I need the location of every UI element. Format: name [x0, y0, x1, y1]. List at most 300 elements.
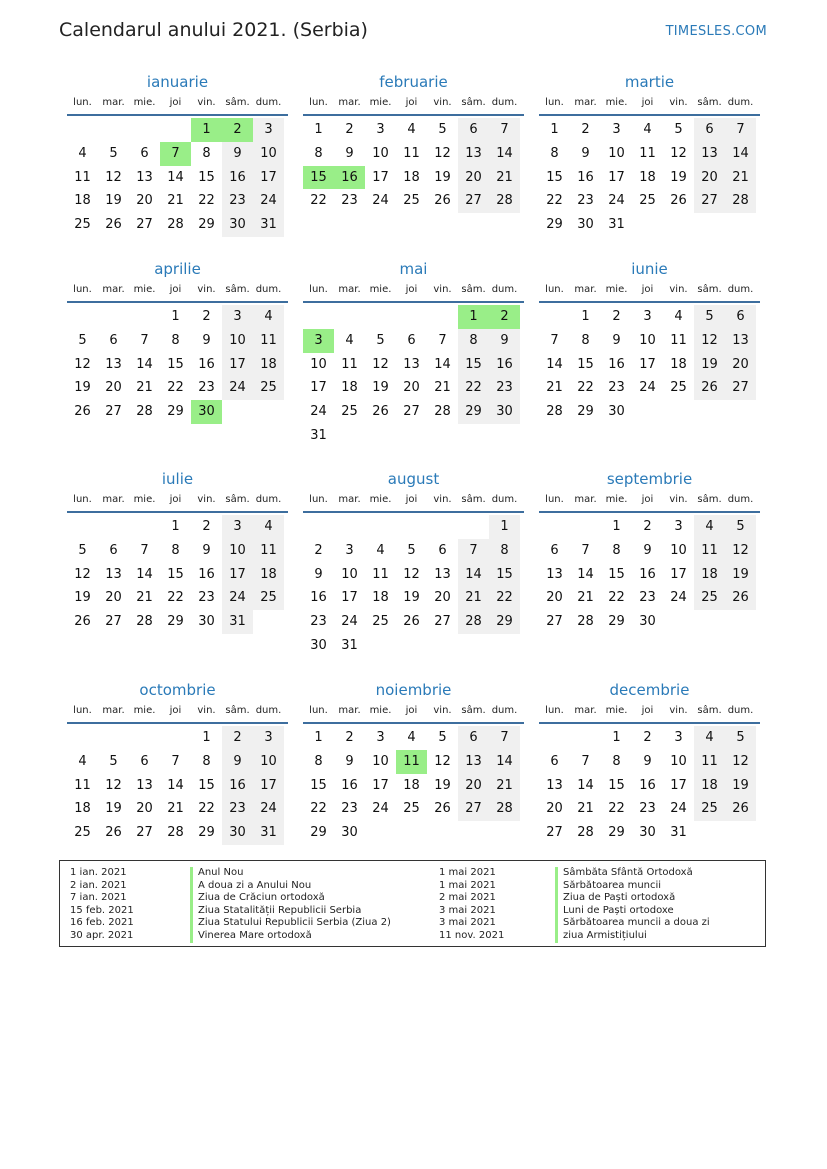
day-cell: 18 [670, 356, 687, 372]
legend-right-names [563, 867, 710, 943]
day-cell: 3 [643, 309, 652, 324]
day-cell: 16 [577, 169, 594, 185]
weekday-label: lun. [73, 705, 92, 716]
day-cell: 7 [140, 332, 149, 348]
day-cell: 12 [74, 356, 91, 372]
day-cell: 16 [489, 353, 520, 377]
weekday-label: joi [641, 97, 654, 108]
weekday-label: lun. [545, 494, 564, 505]
day-empty [458, 424, 489, 448]
day-cell: 30 [222, 213, 253, 237]
day-cell: 21 [167, 193, 184, 209]
day-empty [129, 515, 160, 539]
day-cell: 25 [253, 376, 284, 400]
day-cell: 8 [489, 539, 520, 563]
day-cell: 16 [639, 777, 656, 793]
day-cell: 31 [222, 610, 253, 634]
weekday-label: lun. [73, 97, 92, 108]
month-octombrie [67, 680, 288, 845]
month-august [303, 469, 524, 658]
day-cell: 23 [198, 590, 215, 606]
day-cell: 15 [198, 777, 215, 793]
day-cell: 3 [303, 329, 334, 353]
day-cell: 22 [198, 193, 215, 209]
weekday-header [303, 489, 524, 513]
day-empty [570, 726, 601, 750]
day-cell: 25 [253, 586, 284, 610]
weekday-label: joi [169, 97, 182, 108]
day-cell: 23 [608, 380, 625, 396]
day-empty [570, 515, 601, 539]
legend-name: Anul Nou [198, 867, 244, 878]
week-row [67, 400, 288, 424]
day-cell: 18 [341, 380, 358, 396]
week-row [67, 821, 288, 845]
day-cell: 2 [202, 309, 211, 324]
day-cell: 2 [222, 726, 253, 750]
weekday-label: mar. [102, 705, 125, 716]
day-cell: 19 [434, 777, 451, 793]
day-cell: 14 [546, 356, 563, 372]
day-cell: 13 [458, 750, 489, 774]
month-iulie [67, 469, 288, 634]
day-cell: 23 [198, 380, 215, 396]
day-cell: 5 [725, 726, 756, 750]
legend-date: 1 mai 2021 [439, 867, 496, 878]
weekday-label: joi [405, 494, 418, 505]
weekday-header [539, 92, 760, 116]
day-cell: 18 [253, 563, 284, 587]
day-cell: 7 [489, 726, 520, 750]
day-empty [98, 515, 129, 539]
day-cell: 27 [694, 189, 725, 213]
day-cell: 4 [345, 332, 354, 348]
day-empty [365, 634, 396, 658]
site-link[interactable]: TIMESLES.COM [665, 24, 767, 39]
weekday-label: mie. [133, 705, 156, 716]
legend-date: 3 mai 2021 [439, 904, 496, 916]
day-empty [694, 213, 725, 237]
month-name: iulie [161, 470, 194, 488]
day-cell: 30 [310, 637, 327, 653]
day-cell: 22 [577, 380, 594, 396]
day-cell: 24 [670, 801, 687, 817]
day-cell: 9 [345, 145, 354, 161]
day-cell: 8 [171, 332, 180, 348]
day-cell: 31 [253, 821, 284, 845]
day-cell: 15 [489, 563, 520, 587]
day-cell: 15 [577, 356, 594, 372]
day-empty [334, 305, 365, 329]
day-cell: 24 [222, 586, 253, 610]
day-cell: 21 [458, 586, 489, 610]
day-cell: 23 [341, 193, 358, 209]
day-cell: 30 [191, 400, 222, 424]
day-cell: 4 [78, 145, 87, 161]
day-empty [663, 400, 694, 424]
week-row [303, 797, 524, 821]
day-cell: 27 [458, 189, 489, 213]
day-cell: 16 [222, 774, 253, 798]
day-cell: 5 [674, 122, 683, 137]
legend-name: Luni de Paști ortodoxe [563, 904, 674, 916]
legend-name: Ziua Statului Republicii Serbia (Ziua 2) [198, 917, 391, 929]
day-cell: 12 [105, 777, 122, 793]
day-cell: 24 [222, 376, 253, 400]
day-cell: 17 [372, 169, 389, 185]
day-cell: 16 [639, 566, 656, 582]
day-cell: 2 [222, 118, 253, 142]
day-cell: 31 [341, 637, 358, 653]
day-cell: 20 [105, 590, 122, 606]
weekday-label: sâm. [697, 494, 722, 505]
day-cell: 17 [670, 777, 687, 793]
day-cell: 21 [546, 380, 563, 396]
day-cell: 11 [639, 145, 656, 161]
weekday-label: sâm. [697, 705, 722, 716]
day-empty [632, 400, 663, 424]
day-cell: 2 [314, 542, 323, 558]
weekday-label: sâm. [461, 97, 486, 108]
day-cell: 30 [341, 825, 358, 841]
day-cell: 9 [489, 329, 520, 353]
legend-date: 16 feb. 2021 [70, 917, 134, 929]
day-cell: 10 [310, 356, 327, 372]
weekday-label: lun. [309, 284, 328, 295]
day-cell: 24 [253, 797, 284, 821]
day-empty [489, 634, 520, 658]
day-empty [458, 821, 489, 845]
day-cell: 5 [407, 542, 416, 558]
day-cell: 26 [372, 404, 389, 420]
day-cell: 12 [670, 145, 687, 161]
day-cell: 22 [198, 801, 215, 817]
day-cell: 2 [345, 122, 354, 137]
day-cell: 15 [310, 777, 327, 793]
day-cell: 26 [434, 193, 451, 209]
week-row [539, 376, 760, 400]
day-cell: 12 [725, 539, 756, 563]
day-cell: 16 [334, 166, 365, 190]
weekday-label: sâm. [461, 284, 486, 295]
day-cell: 25 [670, 380, 687, 396]
week-row [303, 586, 524, 610]
day-empty [427, 305, 458, 329]
day-cell: 28 [434, 404, 451, 420]
weekday-header [303, 92, 524, 116]
day-cell: 21 [489, 774, 520, 798]
day-cell: 6 [140, 753, 149, 769]
day-cell: 28 [136, 614, 153, 630]
day-cell: 14 [167, 777, 184, 793]
weekday-header [303, 700, 524, 724]
weekday-label: mie. [133, 97, 156, 108]
day-cell: 17 [372, 777, 389, 793]
week-row [67, 563, 288, 587]
day-cell: 8 [202, 753, 211, 769]
day-cell: 1 [202, 730, 211, 745]
day-cell: 14 [577, 566, 594, 582]
day-empty [725, 400, 756, 424]
day-cell: 11 [253, 329, 284, 353]
day-cell: 29 [608, 614, 625, 630]
day-cell: 28 [489, 189, 520, 213]
day-cell: 17 [310, 380, 327, 396]
day-empty [539, 515, 570, 539]
day-cell: 2 [612, 309, 621, 324]
day-cell: 28 [167, 217, 184, 233]
day-cell: 26 [694, 376, 725, 400]
day-cell: 29 [198, 217, 215, 233]
day-cell: 18 [74, 193, 91, 209]
weekday-header [67, 279, 288, 303]
day-empty [365, 515, 396, 539]
day-cell: 16 [341, 777, 358, 793]
day-cell: 9 [612, 332, 621, 348]
day-cell: 4 [643, 122, 652, 137]
day-cell: 11 [341, 356, 358, 372]
week-row [67, 515, 288, 539]
day-cell: 6 [109, 542, 118, 558]
weekday-label: joi [641, 284, 654, 295]
day-cell: 11 [694, 539, 725, 563]
day-cell: 14 [489, 142, 520, 166]
month-decembrie [539, 680, 760, 845]
day-cell: 17 [670, 566, 687, 582]
day-cell: 13 [458, 142, 489, 166]
day-empty [222, 400, 253, 424]
weekday-label: sâm. [225, 494, 250, 505]
day-cell: 26 [74, 404, 91, 420]
day-cell: 2 [202, 519, 211, 534]
day-cell: 20 [725, 353, 756, 377]
day-cell: 6 [140, 145, 149, 161]
day-cell: 9 [643, 753, 652, 769]
week-row [303, 376, 524, 400]
day-cell: 23 [310, 614, 327, 630]
day-cell: 17 [222, 563, 253, 587]
day-cell: 6 [109, 332, 118, 348]
week-row [539, 797, 760, 821]
weekday-label: mie. [133, 494, 156, 505]
day-empty [427, 821, 458, 845]
week-row [303, 539, 524, 563]
month-name: februarie [379, 73, 448, 91]
month-aprilie [67, 259, 288, 424]
day-cell: 23 [639, 590, 656, 606]
day-cell: 1 [581, 309, 590, 324]
weekday-label: vin. [433, 494, 452, 505]
day-cell: 9 [202, 332, 211, 348]
weekday-label: joi [169, 284, 182, 295]
day-cell: 22 [608, 590, 625, 606]
weekday-label: mar. [574, 494, 597, 505]
day-cell: 25 [694, 586, 725, 610]
day-cell: 4 [253, 515, 284, 539]
legend-name: Sărbătoarea muncii [563, 879, 662, 891]
weekday-label: dum. [255, 97, 282, 108]
day-cell: 25 [403, 193, 420, 209]
day-cell: 8 [202, 145, 211, 161]
day-cell: 27 [434, 614, 451, 630]
day-cell: 10 [253, 142, 284, 166]
day-empty [694, 610, 725, 634]
day-cell: 10 [253, 750, 284, 774]
day-cell: 8 [612, 542, 621, 558]
day-cell: 23 [639, 801, 656, 817]
month-name: martie [624, 73, 675, 91]
legend-right-marker [555, 867, 558, 943]
day-cell: 1 [314, 122, 323, 137]
day-cell: 18 [403, 777, 420, 793]
week-row [303, 563, 524, 587]
day-cell: 3 [253, 118, 284, 142]
day-cell: 8 [314, 753, 323, 769]
week-row [67, 586, 288, 610]
week-row [67, 610, 288, 634]
day-empty [396, 424, 427, 448]
day-cell: 23 [222, 189, 253, 213]
day-cell: 14 [577, 777, 594, 793]
weekday-label: vin. [433, 705, 452, 716]
week-row [303, 774, 524, 798]
day-cell: 13 [403, 356, 420, 372]
day-cell: 23 [222, 797, 253, 821]
day-cell: 20 [546, 801, 563, 817]
day-cell: 1 [550, 122, 559, 137]
day-cell: 1 [191, 118, 222, 142]
weekday-label: joi [641, 494, 654, 505]
day-cell: 9 [581, 145, 590, 161]
week-row [67, 213, 288, 237]
week-row [539, 586, 760, 610]
day-cell: 11 [74, 777, 91, 793]
legend-date: 2 ian. 2021 [70, 879, 127, 891]
weekday-label: joi [405, 284, 418, 295]
week-row [303, 353, 524, 377]
day-cell: 14 [458, 563, 489, 587]
weekday-label: mie. [605, 494, 628, 505]
day-cell: 20 [458, 166, 489, 190]
legend-right-dates [439, 867, 504, 943]
month-name: octombrie [139, 681, 216, 699]
day-cell: 1 [458, 305, 489, 329]
day-cell: 22 [608, 801, 625, 817]
day-cell: 1 [314, 730, 323, 745]
day-cell: 30 [639, 825, 656, 841]
day-cell: 24 [608, 193, 625, 209]
day-cell: 15 [546, 169, 563, 185]
day-cell: 1 [171, 519, 180, 534]
day-cell: 5 [438, 122, 447, 137]
month-septembrie [539, 469, 760, 634]
month-martie [539, 72, 760, 237]
day-cell: 21 [136, 380, 153, 396]
weekday-label: vin. [197, 97, 216, 108]
weekday-header [67, 700, 288, 724]
day-empty [303, 305, 334, 329]
day-cell: 8 [581, 332, 590, 348]
day-empty [334, 424, 365, 448]
day-cell: 30 [577, 217, 594, 233]
weekday-label: dum. [727, 494, 754, 505]
weekday-label: joi [405, 705, 418, 716]
day-empty [663, 610, 694, 634]
day-cell: 21 [577, 590, 594, 606]
day-cell: 19 [74, 590, 91, 606]
day-cell: 27 [546, 825, 563, 841]
day-cell: 2 [643, 519, 652, 534]
day-empty [489, 821, 520, 845]
month-name: aprilie [154, 260, 201, 278]
day-cell: 20 [458, 774, 489, 798]
day-cell: 21 [725, 166, 756, 190]
day-cell: 14 [434, 356, 451, 372]
day-empty [427, 424, 458, 448]
day-cell: 24 [639, 380, 656, 396]
day-cell: 24 [310, 404, 327, 420]
day-cell: 12 [725, 750, 756, 774]
weekday-label: lun. [73, 494, 92, 505]
day-empty [67, 726, 98, 750]
weekday-label: mar. [102, 494, 125, 505]
day-empty [396, 821, 427, 845]
day-cell: 12 [74, 566, 91, 582]
day-cell: 3 [222, 305, 253, 329]
weekday-label: lun. [545, 284, 564, 295]
month-ianuarie [67, 72, 288, 237]
week-row [67, 189, 288, 213]
weekday-label: vin. [433, 284, 452, 295]
day-cell: 15 [167, 356, 184, 372]
weekday-label: dum. [491, 97, 518, 108]
day-cell: 5 [376, 332, 385, 348]
day-empty [725, 610, 756, 634]
day-cell: 14 [489, 750, 520, 774]
day-cell: 7 [581, 753, 590, 769]
day-cell: 4 [407, 730, 416, 745]
day-cell: 20 [546, 590, 563, 606]
day-cell: 18 [74, 801, 91, 817]
weekday-label: lun. [309, 494, 328, 505]
day-empty [694, 821, 725, 845]
day-empty [303, 515, 334, 539]
day-cell: 28 [725, 189, 756, 213]
day-cell: 10 [372, 145, 389, 161]
week-row [539, 142, 760, 166]
weekday-header [67, 489, 288, 513]
day-cell: 27 [403, 404, 420, 420]
day-cell: 8 [171, 542, 180, 558]
day-cell: 20 [105, 380, 122, 396]
legend-date: 3 mai 2021 [439, 917, 496, 929]
day-cell: 17 [253, 166, 284, 190]
day-empty [365, 424, 396, 448]
day-cell: 19 [105, 193, 122, 209]
weekday-label: mie. [369, 97, 392, 108]
day-cell: 24 [670, 590, 687, 606]
day-cell: 3 [376, 730, 385, 745]
legend-name: Sărbătoarea muncii a doua zi [563, 917, 710, 929]
day-cell: 15 [303, 166, 334, 190]
week-row [303, 189, 524, 213]
day-cell: 22 [310, 801, 327, 817]
day-cell: 27 [136, 825, 153, 841]
weekday-label: mar. [338, 97, 361, 108]
legend-name: Sâmbăta Sfântă Ortodoxă [563, 867, 693, 878]
weekday-header [303, 279, 524, 303]
weekday-label: sâm. [697, 97, 722, 108]
